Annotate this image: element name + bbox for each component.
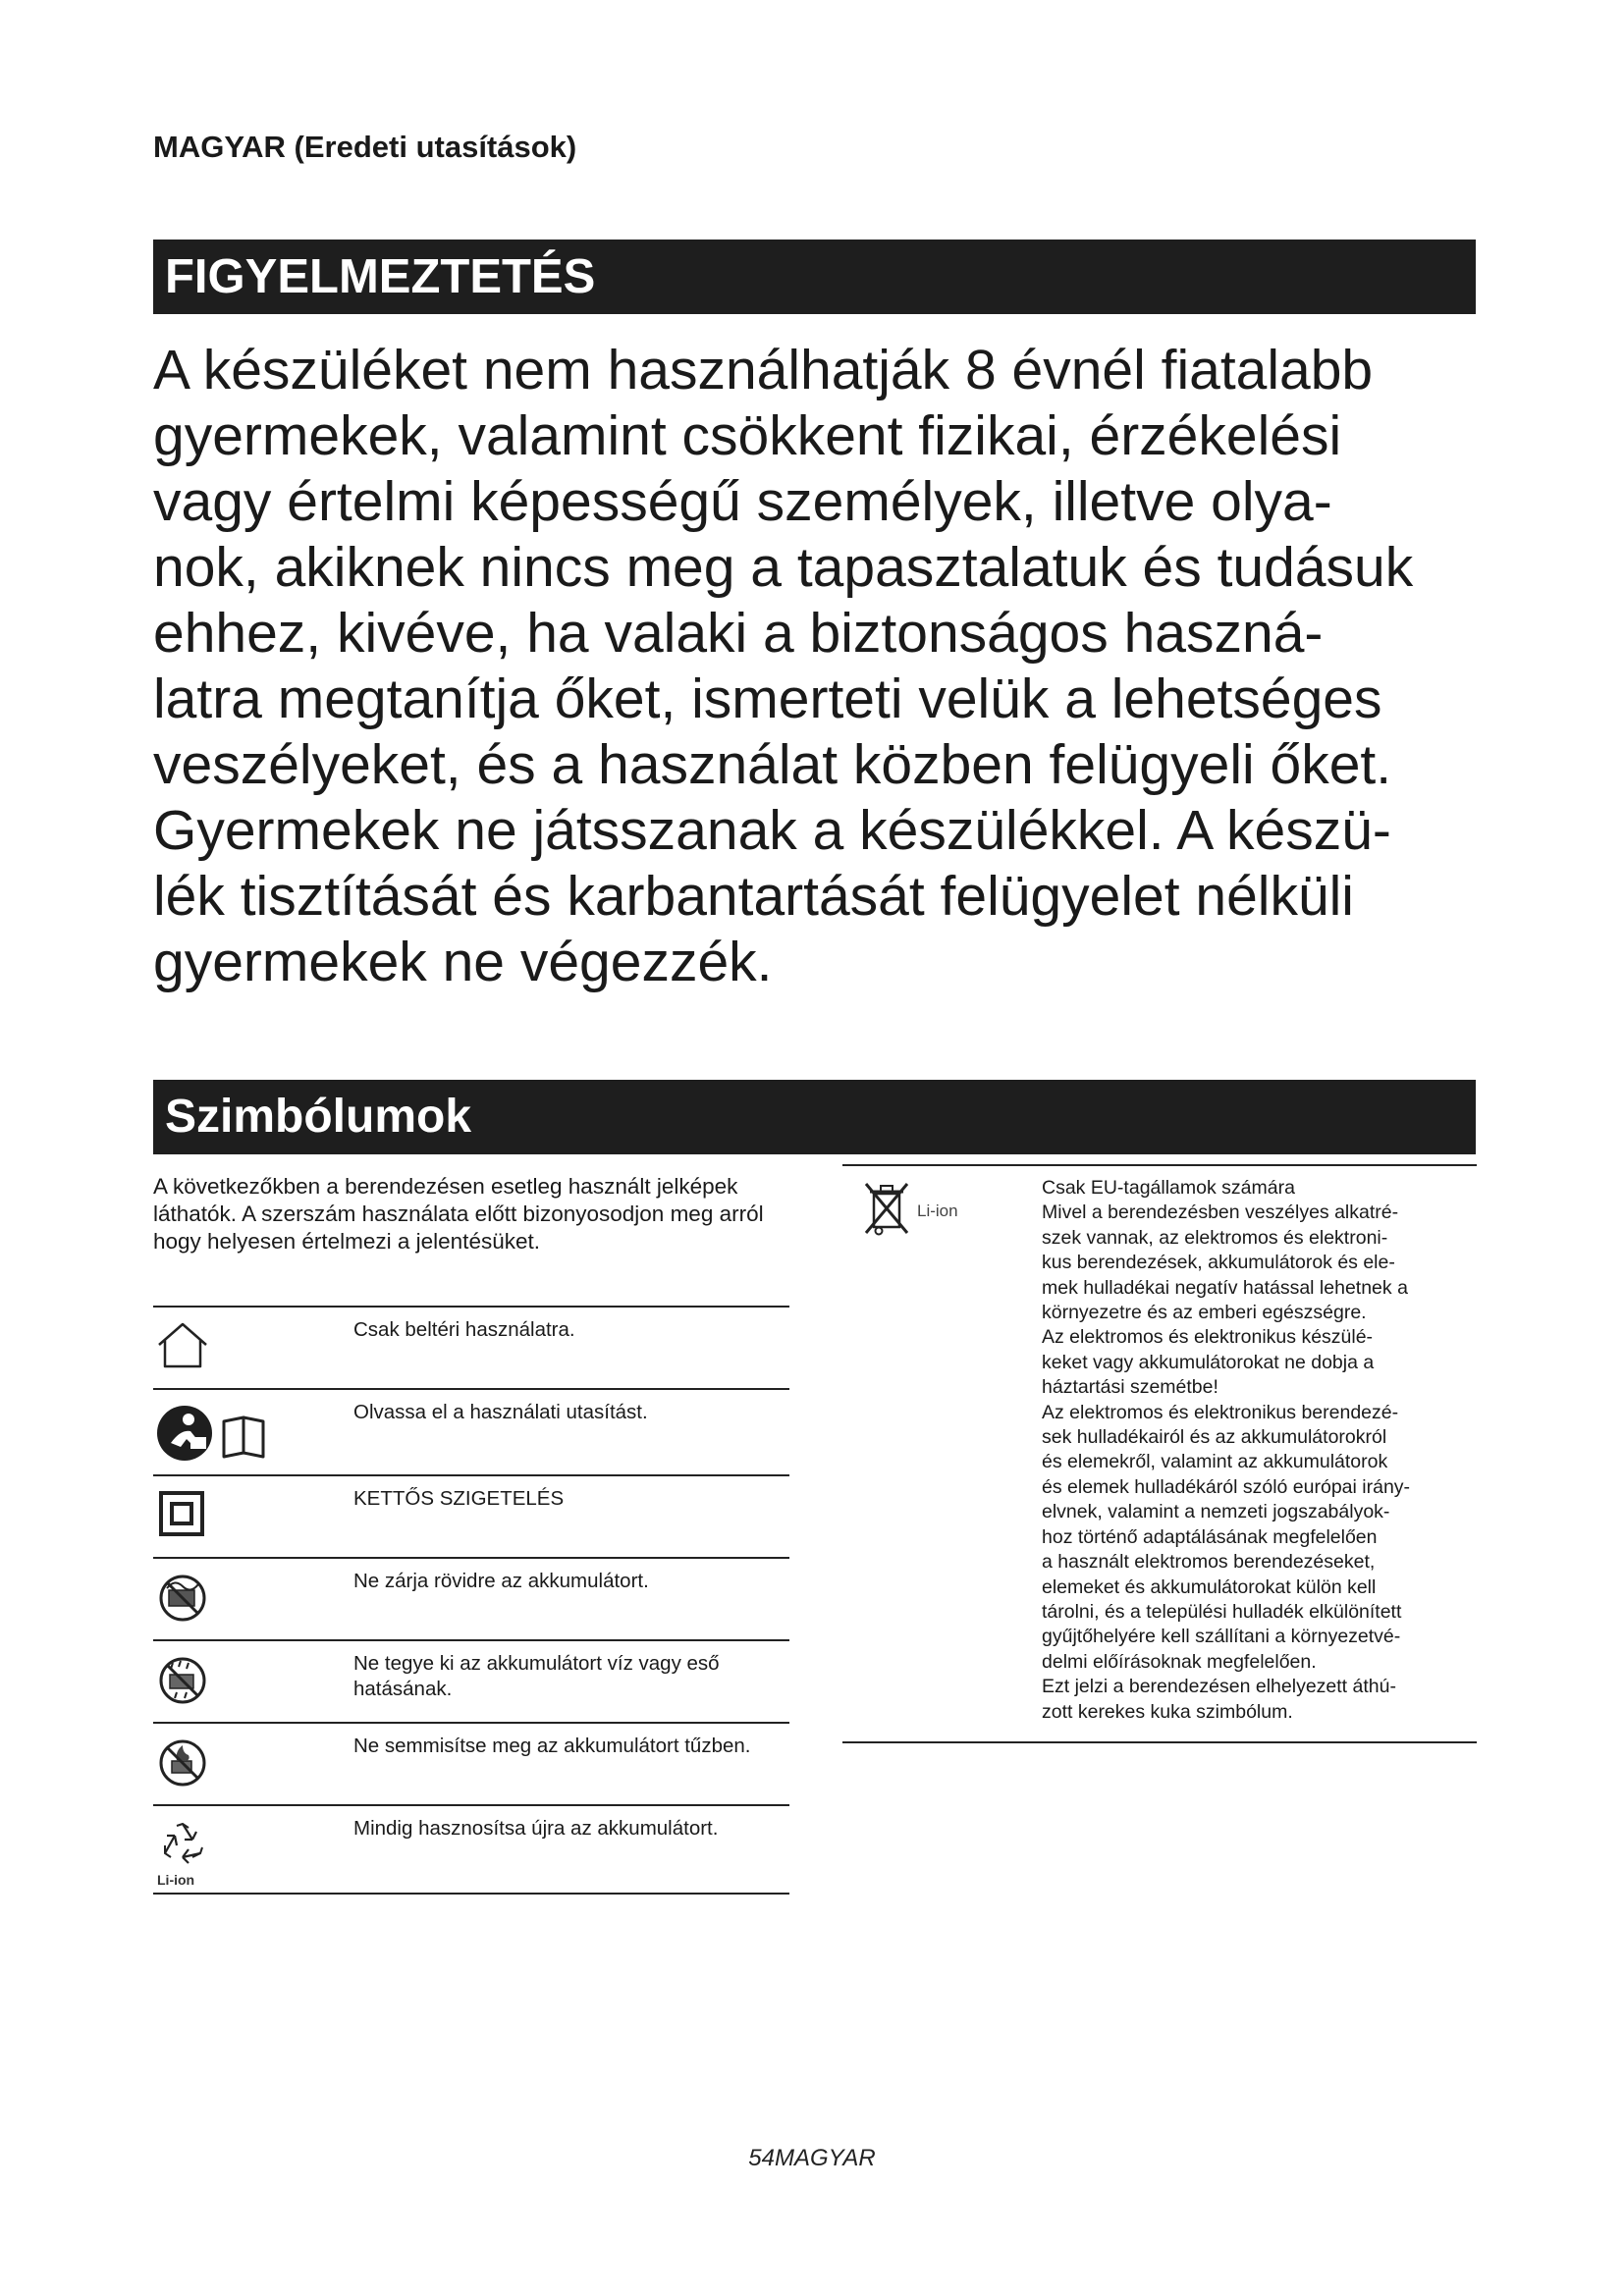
warning-line: ehhez, kivéve, ha valaki a biztonságos haszná- xyxy=(153,602,1324,665)
symbols-intro: A következőkben a berendezésen esetleg használt jelképek láthatók. A szerszám használata előtt bizonyosodjon meg arról hogy helyesen értelmezi a jelentésüket. xyxy=(153,1174,764,1254)
warning-heading: FIGYELMEZTETÉS xyxy=(153,240,1476,314)
symbol-text: Mindig hasznosítsa újra az akkumulátort. xyxy=(353,1817,719,1840)
eu-line: Mivel a berendezésben veszélyes alkatré- xyxy=(1042,1201,1399,1224)
symbol-row xyxy=(153,1306,789,1388)
eu-line: szek vannak, az elektromos és elektroni- xyxy=(1042,1226,1388,1249)
eu-line: delmi előírásoknak megfelelően. xyxy=(1042,1650,1317,1673)
eu-line: zott kerekes kuka szimbólum. xyxy=(1042,1700,1293,1723)
symbol-text: Ne tegye ki az akkumulátort víz vagy eső hatásának. xyxy=(353,1652,720,1700)
eu-line: sek hulladékairól és az akkumulátorokról xyxy=(1042,1426,1387,1449)
warning-line: Gyermekek ne játsszanak a készülékkel. A készü- xyxy=(153,799,1391,862)
eu-line: keket vagy akkumulátorokat ne dobja a xyxy=(1042,1351,1375,1373)
page-number: 54MAGYAR xyxy=(748,2145,876,2171)
symbol-text: KETTŐS SZIGETELÉS xyxy=(353,1487,565,1510)
warning-text xyxy=(153,338,1489,995)
symbol-row xyxy=(153,1722,789,1804)
symbol-text: Ne zárja rövidre az akkumulátort. xyxy=(353,1570,649,1592)
no-short-circuit-icon xyxy=(153,1571,291,1630)
recycle-icon xyxy=(153,1818,291,1888)
language-title: MAGYAR (Eredeti utasítások) xyxy=(153,130,577,164)
crossed-bin-icon xyxy=(862,1180,911,1242)
recycle-icon-label: Li-ion xyxy=(157,1872,195,1888)
symbol-text: Ne semmisítse meg az akkumulátort tűzben. xyxy=(353,1735,751,1757)
warning-line: nok, akiknek nincs meg a tapasztalatuk és tudásuk xyxy=(153,536,1414,599)
symbol-row xyxy=(153,1474,789,1557)
eu-line: tárolni, és a települési hulladék elkülönített xyxy=(1042,1600,1402,1623)
symbols-heading: Szimbólumok xyxy=(153,1080,1476,1154)
eu-line: Ezt jelzi a berendezésen elhelyezett áthú- xyxy=(1042,1676,1396,1698)
eu-line: elvnek, valamint a nemzeti jogszabályok- xyxy=(1042,1501,1390,1523)
house-icon xyxy=(153,1319,291,1375)
warning-line: A készüléket nem használhatják 8 évnél fiatalabb xyxy=(153,339,1374,401)
eu-line: Az elektromos és elektronikus berendezé- xyxy=(1042,1401,1399,1423)
warning-line: gyermekek ne végezzék. xyxy=(153,931,773,993)
eu-line: és elemek hulladékáról szóló európai irány- xyxy=(1042,1475,1411,1498)
eu-line: mek hulladékai negatív hatással lehetnek a xyxy=(1042,1276,1408,1299)
symbol-text: Olvassa el a használati utasítást. xyxy=(353,1401,648,1423)
read-manual-icon xyxy=(153,1402,291,1469)
eu-line: kus berendezések, akkumulátorok és ele- xyxy=(1042,1252,1395,1274)
eu-line: és elemekről, valamint az akkumulátorok xyxy=(1042,1451,1388,1473)
warning-line: veszélyeket, és a használat közben felügyeli őket. xyxy=(153,733,1392,796)
symbol-row xyxy=(153,1557,789,1639)
eu-line: a használt elektromos berendezéseket, xyxy=(1042,1551,1376,1574)
symbol-row xyxy=(153,1639,789,1722)
warning-line: gyermekek, valamint csökkent fizikai, érzékelési xyxy=(153,404,1342,467)
eu-line: elemeket és akkumulátorokat külön kell xyxy=(1042,1575,1377,1598)
eu-line: környezetre és az emberi egészségre. xyxy=(1042,1302,1367,1324)
symbol-row xyxy=(153,1388,789,1474)
symbol-text: Csak beltéri használatra. xyxy=(353,1318,575,1341)
eu-line: hoz történő adaptálásának megfelelően xyxy=(1042,1525,1378,1548)
symbols-table xyxy=(153,1306,789,1895)
eu-line: gyűjtőhelyére kell szállítani a környezetvé- xyxy=(1042,1626,1401,1648)
warning-line: vagy értelmi képességű személyek, illetve olya- xyxy=(153,470,1332,533)
warning-line: latra megtanítja őket, ismerteti velük a lehetséges xyxy=(153,667,1382,730)
no-fire-icon xyxy=(153,1735,291,1795)
liion-label: Li-ion xyxy=(917,1201,958,1220)
no-water-icon xyxy=(153,1653,291,1713)
eu-line: Az elektromos és elektronikus készülé- xyxy=(1042,1326,1374,1349)
eu-line: háztartási szemétbe! xyxy=(1042,1376,1218,1399)
eu-disposal-block xyxy=(842,1164,1477,1743)
eu-disposal-text xyxy=(1042,1176,1474,1725)
double-insulation-icon xyxy=(153,1488,291,1546)
eu-line: Csak EU-tagállamok számára xyxy=(1042,1177,1295,1199)
symbol-row xyxy=(153,1804,789,1895)
warning-line: lék tisztítását és karbantartását felügyelet nélküli xyxy=(153,865,1354,928)
